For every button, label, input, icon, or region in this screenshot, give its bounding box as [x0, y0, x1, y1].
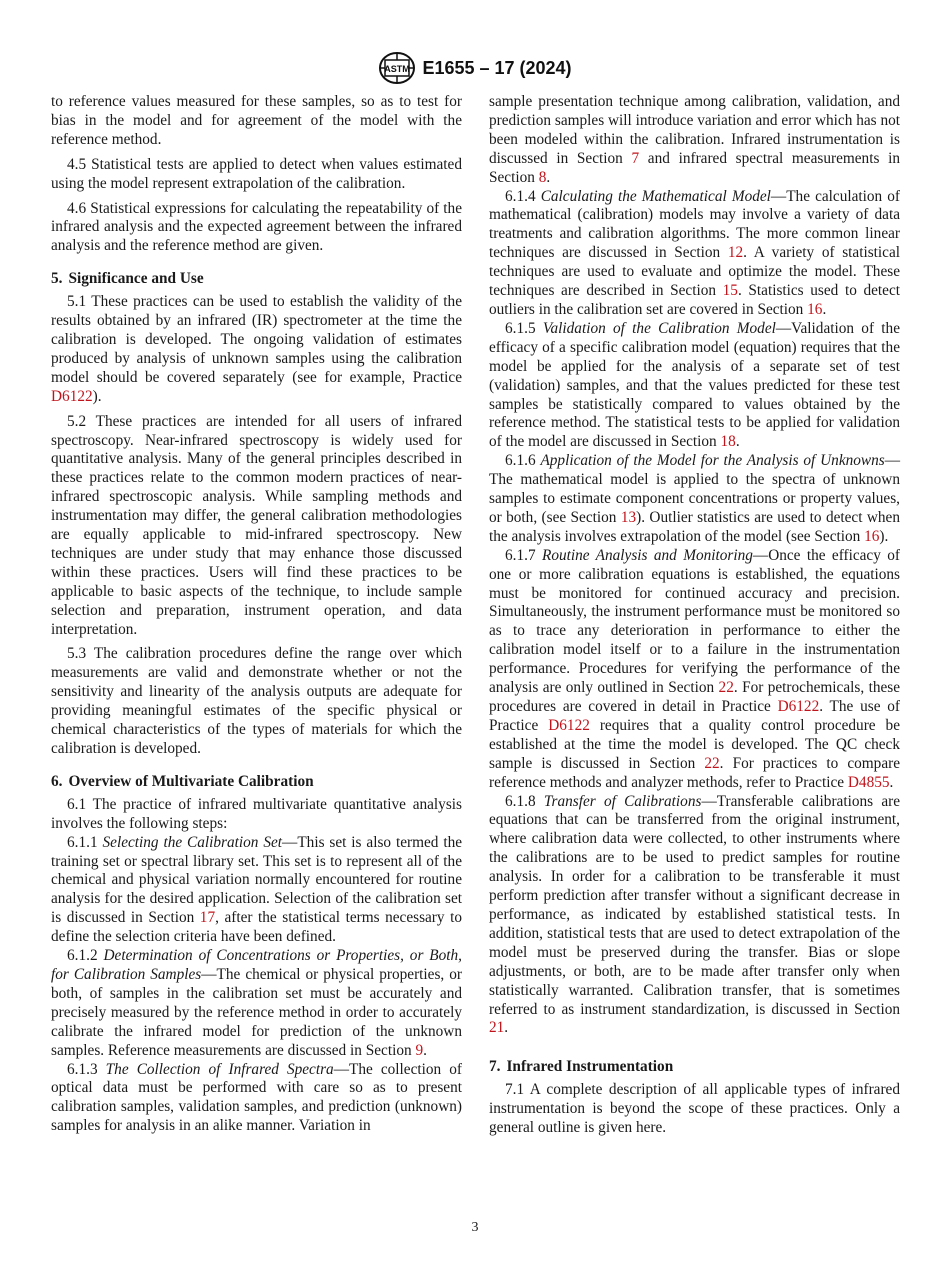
paragraph-6-1-3-title: The Collection of Infrared Spectra	[105, 1060, 334, 1078]
paragraph-6-1-5: 6.1.5 Validation of the Calibration Model—Validation of the efficacy of a specific calibration model (equation) requires that the model be applied for the analysis of a separate set of test (validation) samples, and that the values predicted for these test samples be statistically compared to values obtained by the reference method. The statistical tests to be applied for validation of the model are discussed in Section 18.	[489, 319, 900, 451]
section-7-number: 7.	[489, 1058, 501, 1076]
section-5-number: 5.	[51, 270, 63, 288]
paragraph-6-1-7: 6.1.7 Routine Analysis and Monitoring—Once the efficacy of one or more calibration equations is established, the equations must be monitored for continued accuracy and precision. Simultaneously, the instrument performance must be monitored so as to trace any deterioration in performance to either the calibration model itself or to a failure in the instrumentation performance. Procedures for verifying the performance of the analysis are only outlined in Section 22. For petrochemicals, these procedures are covered in detail in Practice D6122. The use of Practice D6122 requires that a quality control procedure be established at the time the model is developed. The QC check sample is discussed in Section 22. For practices to compare reference methods and analyzer methods, refer to Practice D4855.	[489, 546, 900, 791]
paragraph-6-1-4: 6.1.4 Calculating the Mathematical Model—The calculation of mathematical (calibration) models may involve a variety of data treatments and calibration algorithms. The more common linear techniques are discussed in Section 12. A variety of statistical techniques are used to evaluate and optimize the model. These techniques are described in Section 15. Statistics used to detect outliers in the calibration set are covered in Section 16.	[489, 187, 901, 318]
section-link-22[interactable]: 22	[718, 679, 734, 697]
paragraph-6-1-6-title: Application of the Model for the Analysis of Unknowns	[540, 452, 885, 470]
reference-link-d6122[interactable]: D6122	[777, 698, 820, 715]
paragraph-7-1: 7.1 A complete description of all applicable types of infrared instrumentation is beyond the scope of these practices. Only a general outline is given here.	[489, 1081, 900, 1137]
section-6-heading	[51, 773, 462, 792]
paragraph-4-6: 4.6 Statistical expressions for calculating the repeatability of the infrared analysis and the expected agreement between the infrared analysis and the reference method are given.	[51, 199, 462, 255]
section-5-title: Significance and Use	[68, 270, 204, 288]
astm-logo-text: ASTM	[384, 64, 411, 74]
section-6-number: 6.	[51, 772, 63, 790]
paragraph-5-1: 5.1 These practices can be used to establish the validity of the results obtained by an infrared (IR) spectrometer at the time the calibration is developed. The ongoing validation of estimates produced by analysis of unknown samples using the calibration model should be covered separately (see for example, Practice D6122).	[51, 293, 462, 405]
paragraph-6-1-8-title: Transfer of Calibrations	[543, 792, 702, 810]
reference-link-d4855[interactable]: D4855	[847, 773, 890, 791]
paragraph-6-1-5-title: Validation of the Calibration Model	[542, 319, 776, 337]
paragraph-6-1-1-title: Selecting the Calibration Set	[102, 833, 283, 851]
section-link-16[interactable]: 16	[807, 300, 823, 318]
paragraph-6-1: 6.1 The practice of infrared multivariate quantitative analysis involves the following steps:	[51, 795, 462, 832]
section-link-13[interactable]: 13	[620, 508, 637, 526]
section-6-title: Overview of Multivariate Calibration	[68, 772, 314, 790]
section-link-8[interactable]: 8	[538, 168, 547, 186]
section-5-heading	[51, 270, 462, 289]
reference-link-d6122[interactable]: D6122	[548, 716, 590, 734]
paragraph-6-1-2-title: Determination of Concentrations or Properties, or Both, for Calibration Samples	[51, 947, 462, 983]
section-link-16[interactable]: 16	[864, 527, 880, 545]
paragraph-5-2: 5.2 These practices are intended for all users of infrared spectroscopy. Near-infrared spectroscopy is widely used for quantitative analysis. Many of the general principles described in these practices relate to the common modern practices of near-infrared spectroscopic analysis. While sampling methods and instrumentation may differ, the general calibration methodologies are equally applicable to mid-infrared spectroscopy. New techniques are under study that may enhance those discussed within these practices. Users will find these practices to be applicable to basic aspects of the technique, to include sample selection and preparation, instrument operation, and data interpretation.	[51, 412, 462, 638]
section-link-7[interactable]: 7	[631, 149, 640, 167]
page-header	[0, 50, 950, 86]
section-link-9[interactable]: 9	[415, 1041, 424, 1059]
section-link-15[interactable]: 15	[722, 282, 738, 300]
paragraph-4-4-continued: to reference values measured for these samples, so as to test for bias in the model and for agreement of the model with the reference method.	[51, 93, 462, 148]
document-designation: E1655 – 17 (2024)	[422, 57, 572, 78]
right-column	[489, 93, 900, 1144]
paragraph-6-1-1: 6.1.1 Selecting the Calibration Set—This set is also termed the training set or spectral library set. This set is to represent all of the chemical and physical variation normally encountered for routine analysis for the desired application. Selection of the calibration set is discussed in Section 17, after the statistical terms necessary to define the selection criteria have been defined.	[51, 833, 463, 946]
paragraph-6-1-3-continued: sample presentation technique among calibration, validation, and prediction samples will introduce variation and error which has not been modeled within the calibration. Infrared instrumentation is discussed in Section 7 and infrared spectral measurements in Section 8.	[489, 93, 900, 186]
section-link-21[interactable]: 21	[489, 1019, 505, 1037]
left-column	[51, 93, 462, 1136]
paragraph-6-1-8: 6.1.8 Transfer of Calibrations—Transferable calibrations are equations that can be transferred from the original instrument, where calibration data were collected, to other instruments where the calibrations are to be used to predict samples for routine analysis. In order for a calibration to be transferable it must perform prediction after transfer without a significant decrease in performance, as indicated by established statistical tests. In addition, statistical tests that are used to detect extrapolation of the model must be preserved during the transfer. Bias or slope adjustments, or both, are to be made after transfer only when statistically warranted. Calibration transfer, that is sometimes referred to as instrument standardization, is discussed in Section 21.	[489, 792, 900, 1037]
paragraph-6-1-7-title: Routine Analysis and Monitoring	[541, 546, 753, 564]
section-link-18[interactable]: 18	[720, 433, 736, 451]
page-number: 3	[471, 1220, 479, 1235]
section-link-22[interactable]: 22	[704, 754, 720, 772]
paragraph-6-1-3: 6.1.3 The Collection of Infrared Spectra—The collection of optical data must be performed with care so as to present calibration samples, validation samples, and prediction (unknown) samples for analysis in an alike manner. Variation in	[51, 1060, 462, 1135]
section-link-12[interactable]: 12	[727, 244, 744, 262]
section-link-17[interactable]: 17	[199, 909, 216, 927]
astm-logo-icon	[378, 51, 416, 85]
paragraph-4-5: 4.5 Statistical tests are applied to detect when values estimated using the model represent extrapolation of the calibration.	[51, 155, 462, 192]
paragraph-6-1-2: 6.1.2 Determination of Concentrations or Properties, or Both, for Calibration Samples—The chemical or physical properties, or both, of samples in the calibration set must be accurately and precisely measured by the reference method in order to accurately calibrate the infrared model for prediction of the unknown samples. Reference measurements are discussed in Section 9.	[51, 947, 462, 1059]
reference-link-d6122[interactable]: D6122	[51, 387, 93, 405]
section-7-title: Infrared Instrumentation	[506, 1058, 674, 1076]
section-7-heading	[489, 1058, 900, 1077]
paragraph-6-1-6: 6.1.6 Application of the Model for the Analysis of Unknowns—The mathematical model is applied to the spectra of unknown samples to estimate component concentrations or property values, or both, (see Section 13). Outlier statistics are used to detect when the analysis involves extrapolation of the model (see Section 16).	[489, 452, 901, 545]
paragraph-5-3: 5.3 The calibration procedures define the range over which measurements are valid and demonstrate whether or not the sensitivity and linearity of the analysis outputs are adequate for providing meaningful estimates of the specific physical or chemical characteristics of the types of materials for which the calibration is developed.	[51, 645, 462, 757]
paragraph-6-1-4-title: Calculating the Mathematical Model	[540, 187, 771, 205]
